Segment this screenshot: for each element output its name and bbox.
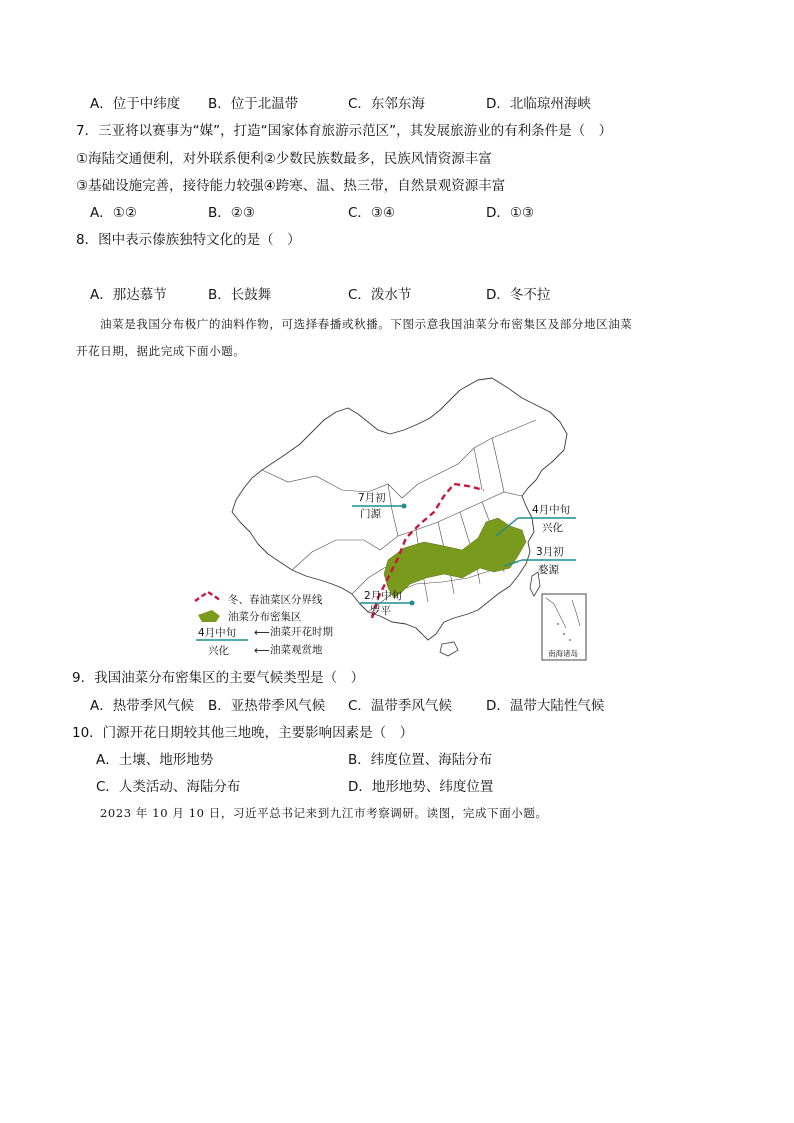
legend-boundary-symbol: [195, 592, 220, 601]
q7-option-a: A．①②: [90, 205, 137, 221]
q7-stem: 7．三亚将以赛事为“媒”，打造“国家体育旅游示范区”，其发展旅游业的有利条件是（ ）: [76, 123, 613, 139]
luoping-date: 2月中旬: [364, 590, 403, 602]
wuyuan-date: 3月初: [536, 546, 564, 558]
q8-option-b: B．长鼓舞: [208, 287, 272, 303]
q10-stem: 10．门源开花日期较其他三地晚，主要影响因素是（ ）: [72, 725, 414, 741]
q9-option-c: C．温带季风气候: [348, 698, 452, 714]
intro-text-line-2: 开花日期，据此完成下面小题。: [76, 344, 246, 358]
q9-stem: 9．我国油菜分布密集区的主要气候类型是（ ）: [72, 670, 365, 686]
south-china-sea-inset: [542, 594, 586, 660]
svg-text:⟵: ⟵: [254, 626, 270, 639]
q8-option-c: C．泼水节: [348, 287, 412, 303]
q6-option-b: B．位于北温带: [208, 96, 299, 112]
q6-option-d: D．北临琼州海峡: [486, 96, 591, 112]
q7-statement-line-1: ①海陆交通便利，对外联系便利②少数民族数最多，民族风情资源丰富: [76, 151, 492, 167]
intro-text-line-1: 油菜是我国分布极广的油料作物，可选择春播或秋播。下图示意我国油菜分布密集区及部分地区油菜: [100, 317, 633, 331]
inset-label: 南海诸岛: [548, 649, 578, 658]
svg-text:⟵: ⟵: [254, 644, 270, 657]
legend-dense-symbol: [198, 610, 220, 622]
rapeseed-map: [192, 372, 592, 662]
q7-option-b: B．②③: [208, 205, 255, 221]
legend-sample-date: 4月中旬: [198, 627, 237, 639]
q7-statement-line-2: ③基础设施完善，接待能力较强④跨寒、温、热三带，自然景观资源丰富: [76, 178, 506, 194]
q10-option-b: B．纬度位置、海陆分布: [348, 752, 493, 768]
q6-option-a: A．位于中纬度: [90, 96, 181, 112]
hainan-island: [440, 642, 458, 656]
q6-option-c: C．东邻东海: [348, 96, 425, 112]
legend-dense-label: 油菜分布密集区: [228, 611, 302, 623]
map-legend: [195, 592, 333, 657]
q10-option-c: C．人类活动、海陆分布: [96, 779, 241, 795]
menyuan-date: 7月初: [358, 492, 386, 504]
legend-viewing-label: 油菜观赏地: [270, 644, 323, 656]
legend-sample-place: 兴化: [208, 645, 229, 657]
luoping-label: 罗平: [370, 605, 391, 617]
menyuan-label: 门源: [360, 508, 381, 520]
q8-stem: 8．图中表示傣族独特文化的是（ ）: [76, 232, 301, 248]
q7-option-d: D．①③: [486, 205, 535, 221]
legend-boundary-label: 冬、春油菜区分界线: [228, 594, 323, 606]
q8-option-a: A．那达慕节: [90, 287, 167, 303]
q10-option-a: A．土壤、地形地势: [96, 752, 214, 768]
q8-option-d: D．冬不拉: [486, 287, 551, 303]
q7-option-c: C．③④: [348, 205, 396, 221]
intro2-text: 2023 年 10 月 10 日，习近平总书记来到九江市考察调研。读图，完成下面小题。: [100, 806, 548, 820]
q10-option-d: D．地形地势、纬度位置: [348, 779, 494, 795]
wuyuan-label: 婺源: [538, 564, 559, 576]
xinghua-label: 兴化: [542, 522, 563, 534]
q9-option-b: B．亚热带季风气候: [208, 698, 326, 714]
q9-option-a: A．热带季风气候: [90, 698, 194, 714]
q9-option-d: D．温带大陆性气候: [486, 698, 605, 714]
xinghua-date: 4月中旬: [532, 504, 571, 516]
legend-flower-time-label: 油菜开花时期: [270, 626, 333, 638]
